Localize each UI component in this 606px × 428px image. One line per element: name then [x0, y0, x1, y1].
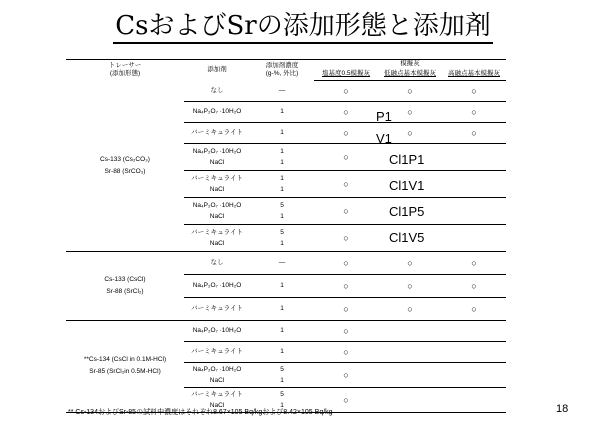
- additive-cell: [184, 122, 250, 143]
- tracer-cell: [66, 251, 184, 320]
- additive-cell: [184, 224, 250, 251]
- tracer-line2: Sr-88 (SrCO₃): [104, 167, 146, 175]
- overlay-label-cl1v1: Cl1V1: [389, 178, 425, 193]
- additive-cell: [184, 274, 250, 297]
- conc-cell: [250, 341, 314, 362]
- conc-cell-text: 1: [280, 326, 284, 334]
- additive-cell-text: NaCl: [209, 185, 225, 193]
- ash2-mark: [378, 362, 442, 387]
- additive-cell: [184, 320, 250, 341]
- conc-cell-text: 1: [280, 185, 284, 193]
- additive-cell-text: バーミキュライト: [191, 390, 243, 398]
- header-tracer-label: トレーサー: [108, 62, 142, 70]
- tracer-line2: Sr-88 (SrCl₂): [106, 287, 144, 295]
- conc-cell: [250, 101, 314, 122]
- table-row: [66, 81, 506, 102]
- conc-cell-text: 5: [280, 201, 284, 209]
- additive-cell-text: NaCl: [209, 239, 225, 247]
- ash2-mark: ○: [378, 81, 442, 102]
- additive-table: [66, 59, 506, 413]
- overlay-label-cl1v5: Cl1V5: [389, 230, 425, 245]
- tracer-line1: **Cs-134 (CsCl in 0.1M-HCl): [83, 356, 167, 363]
- conc-cell: [250, 251, 314, 274]
- ash3-mark: [442, 224, 506, 251]
- additive-cell-text: NaCl: [209, 158, 225, 166]
- conc-cell-text: —: [278, 258, 286, 266]
- table-row: [66, 251, 506, 274]
- overlay-label-p1: P1: [376, 109, 392, 124]
- tracer-line1: Cs-133 (Cs₂CO₃): [100, 155, 150, 163]
- footnote: ** Cs-134およびSr-85の試料中濃度はそれぞれ8.67×105 Bq/kgおよび8.42×105 Bq/kg: [68, 409, 333, 416]
- ash1-mark: ○: [314, 224, 378, 251]
- additive-cell: [184, 143, 250, 170]
- overlay-label-cl1p1: Cl1P1: [389, 152, 425, 167]
- additive-cell-text: バーミキュライト: [191, 304, 243, 312]
- table-row: [66, 320, 506, 341]
- ash3-mark: ○: [442, 122, 506, 143]
- overlay-label-v1: V1: [376, 131, 392, 146]
- additive-cell-text: Na₄P₂O₇ ·10H₂O: [192, 281, 242, 289]
- ash3-mark: [442, 387, 506, 412]
- conc-cell-text: 1: [280, 376, 284, 384]
- conc-cell: [250, 122, 314, 143]
- conc-cell-text: 1: [280, 174, 284, 182]
- conc-cell-text: 1: [280, 347, 284, 355]
- additive-cell-text: バーミキュライト: [191, 347, 243, 355]
- ash3-mark: ○: [442, 101, 506, 122]
- tracer-cell: [66, 320, 184, 412]
- additive-cell-text: バーミキュライト: [191, 228, 243, 236]
- additive-cell-text: Na₄P₂O₇ ·10H₂O: [192, 107, 242, 115]
- tracer-line1: Cs-133 (CsCl): [104, 275, 146, 283]
- conc-cell-text: 5: [280, 365, 284, 373]
- additive-cell-text: Na₄P₂O₇ ·10H₂O: [192, 365, 242, 373]
- additive-cell-text: NaCl: [209, 376, 225, 384]
- ash2-mark: ○: [378, 274, 442, 297]
- ash1-mark: ○: [314, 341, 378, 362]
- additive-cell-text: バーミキュライト: [191, 174, 243, 182]
- conc-cell-text: 1: [280, 107, 284, 115]
- conc-cell-text: 1: [280, 128, 284, 136]
- additive-cell: [184, 197, 250, 224]
- ash3-mark: ○: [442, 81, 506, 102]
- additive-cell-text: なし: [210, 258, 224, 266]
- ash3-mark: [442, 320, 506, 341]
- additive-cell: [184, 297, 250, 320]
- ash3-mark: [442, 362, 506, 387]
- additive-cell: [184, 341, 250, 362]
- additive-cell-text: Na₄P₂O₇ ·10H₂O: [192, 326, 242, 334]
- header-ash1: 塩基度0.5模擬灰: [314, 68, 378, 81]
- conc-cell-text: 1: [280, 147, 284, 155]
- additive-cell: [184, 251, 250, 274]
- ash1-mark: ○: [314, 197, 378, 224]
- header-additive: 添加剤: [184, 60, 250, 81]
- conc-cell-text: 1: [280, 304, 284, 312]
- conc-cell: [250, 197, 314, 224]
- header-conc-label: 添加剤濃度: [265, 62, 299, 70]
- ash2-mark: ○: [378, 251, 442, 274]
- ash3-mark: ○: [442, 297, 506, 320]
- tracer-cell: [66, 81, 184, 252]
- ash3-mark: [442, 143, 506, 170]
- additive-cell: [184, 170, 250, 197]
- header-tracer-sub: (添加形態): [109, 70, 141, 78]
- conc-cell-text: 5: [280, 228, 284, 236]
- ash3-mark: ○: [442, 251, 506, 274]
- additive-cell-text: なし: [210, 86, 224, 94]
- header-ash3: 高融点基本模擬灰: [442, 68, 506, 81]
- header-ash: 模擬灰: [314, 60, 506, 69]
- conc-cell-text: 1: [280, 158, 284, 166]
- conc-cell: [250, 297, 314, 320]
- conc-cell: [250, 320, 314, 341]
- tracer-line2: Sr-85 (SrCl₂in 0.5M-HCl): [89, 368, 161, 375]
- conc-cell: [250, 274, 314, 297]
- ash2-mark: ○: [378, 297, 442, 320]
- additive-cell-text: Na₄P₂O₇ ·10H₂O: [192, 147, 242, 155]
- ash3-mark: ○: [442, 274, 506, 297]
- conc-cell-text: 5: [280, 390, 284, 398]
- ash1-mark: ○: [314, 297, 378, 320]
- ash1-mark: ○: [314, 362, 378, 387]
- conc-cell-text: 1: [280, 281, 284, 289]
- additive-cell: [184, 101, 250, 122]
- header-tracer: [66, 60, 184, 81]
- ash2-mark: [378, 320, 442, 341]
- ash1-mark: ○: [314, 122, 378, 143]
- ash1-mark: ○: [314, 170, 378, 197]
- ash2-mark: [378, 387, 442, 412]
- conc-cell-text: 1: [280, 401, 284, 409]
- conc-cell-text: 1: [280, 239, 284, 247]
- ash2-mark: [378, 341, 442, 362]
- additive-cell: [184, 362, 250, 387]
- ash1-mark: ○: [314, 101, 378, 122]
- header-ash2: 低融点基本模擬灰: [378, 68, 442, 81]
- header-conc-sub: (g-%, 外比): [265, 70, 299, 78]
- conc-cell-text: 1: [280, 212, 284, 220]
- ash1-mark: ○: [314, 81, 378, 102]
- ash3-mark: [442, 341, 506, 362]
- slide-title: [0, 9, 606, 43]
- conc-cell-text: —: [278, 86, 286, 94]
- conc-cell: [250, 143, 314, 170]
- ash1-mark: ○: [314, 143, 378, 170]
- conc-cell: [250, 81, 314, 102]
- ash2-mark: ○: [378, 101, 442, 122]
- additive-cell: [184, 81, 250, 102]
- ash1-mark: ○: [314, 320, 378, 341]
- conc-cell: [250, 170, 314, 197]
- header-conc: [250, 60, 314, 81]
- ash3-mark: [442, 170, 506, 197]
- page-number: 18: [556, 403, 569, 415]
- slide-title-text: CsおよびSrの添加形態と添加剤: [113, 11, 492, 44]
- ash2-mark: ○: [378, 122, 442, 143]
- conc-cell: [250, 224, 314, 251]
- ash1-mark: ○: [314, 251, 378, 274]
- overlay-label-cl1p5: Cl1P5: [389, 204, 425, 219]
- ash1-mark: ○: [314, 274, 378, 297]
- additive-cell-text: バーミキュライト: [191, 128, 243, 136]
- additive-cell-text: NaCl: [209, 401, 225, 409]
- conc-cell: [250, 362, 314, 387]
- ash3-mark: [442, 197, 506, 224]
- ash1-mark: ○: [314, 387, 378, 412]
- additive-cell-text: NaCl: [209, 212, 225, 220]
- additive-cell-text: Na₄P₂O₇ ·10H₂O: [192, 201, 242, 209]
